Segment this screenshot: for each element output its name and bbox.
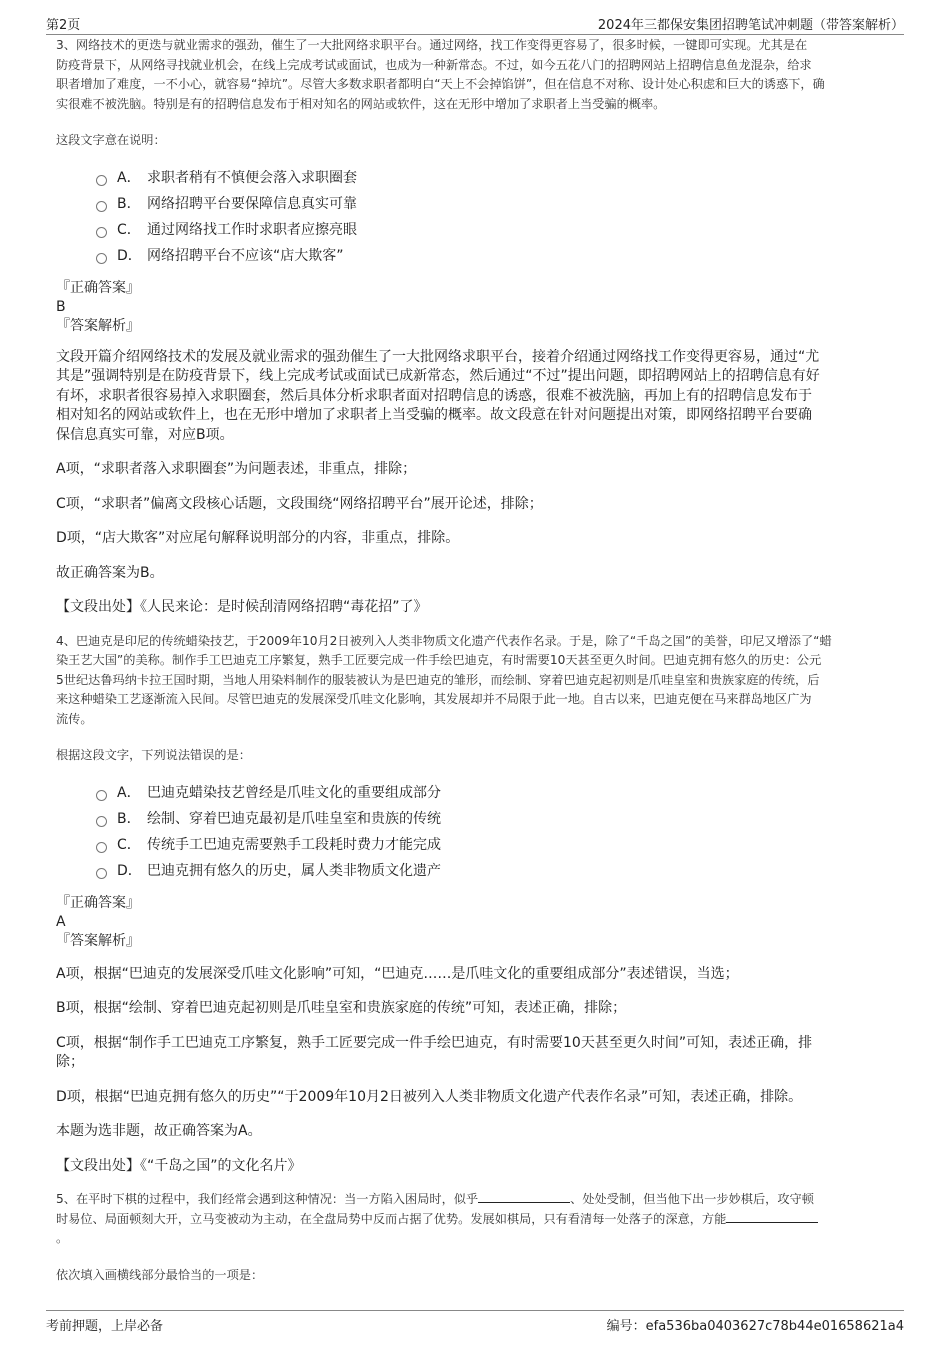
passage-line: 防疫背景下，从网络寻找就业机会，在线上完成考试或面试，也成为一种新常态。不过，如今五花八门的招聘网站上招聘信息鱼龙混杂，给求 — [56, 57, 812, 72]
question-3-options — [96, 165, 896, 269]
passage-line: 3、网络技术的更迭与就业需求的强劲，催生了一大批网络求职平台。通过网络，找工作变得更容易了，很多时候，一键即可实现。尤其是在 — [56, 38, 808, 52]
passage-text: 5、在平时下棋的过程中，我们经常会遇到这种情况：当一方陷入困局时，似乎 — [56, 1192, 479, 1206]
option-text: 网络招聘平台要保障信息真实可靠 — [147, 195, 357, 212]
question-3-analysis — [56, 348, 896, 446]
question-5-passage — [56, 1190, 896, 1249]
option-text: 通过网络找工作时求职者应擦亮眼 — [147, 221, 357, 238]
option-c-analysis: C项，“求职者”偏离文段核心话题，文段围绕“网络招聘平台”展开论述，排除； — [56, 495, 543, 512]
document-id: 编号：efa536ba0403627c78b44e01658621a4 — [606, 1319, 904, 1334]
analysis-line: C项，根据“制作手工巴迪克工序繁复，熟手工匠要完成一件手绘巴迪克，有时需要10天甚至更久时间”可知，表述正确，排 — [56, 1034, 813, 1051]
passage-text: 时易位、局面顿刻大开，立马变被动为主动，在全盘局势中反而占据了优势。发展如棋局，只有看清每一处落子的深意，方能 — [56, 1211, 727, 1226]
conclusion: 本题为选非题，故正确答案为A。 — [56, 1123, 262, 1139]
fill-blank-2[interactable] — [726, 1210, 818, 1223]
analysis-line: 除； — [56, 1054, 84, 1070]
option-text: 巴迪克蜡染技艺曾经是爪哇文化的重要组成部分 — [147, 784, 441, 801]
source-citation: 【文段出处】《人民来论：是时候刮清网络招聘“毒花招”了》 — [56, 599, 428, 615]
option-letter: D． — [117, 862, 142, 879]
question-5-prompt: 依次填入画横线部分最恰当的一项是： — [56, 1267, 264, 1282]
radio-icon[interactable] — [96, 816, 107, 827]
option-a-analysis: A项，根据“巴迪克的发展深受爪哇文化影响”可知，“巴迪克……是爪哇文化的重要组成部分”表述错误，当选； — [56, 965, 739, 982]
analysis-label: 『答案解析』 — [56, 317, 140, 334]
radio-icon[interactable] — [96, 175, 107, 186]
answer-value: A — [56, 913, 66, 930]
passage-line: 4、巴迪克是印尼的传统蜡染技艺，于2009年10月2日被列入人类非物质文化遗产代表作名录。于是，除了“千岛之国”的美誉，印尼又增添了“蜡 — [56, 633, 832, 648]
analysis-label: 『答案解析』 — [56, 932, 140, 949]
option-letter: A． — [117, 169, 141, 186]
option-letter: B． — [117, 195, 141, 212]
option-d-analysis: D项，“店大欺客”对应尾句解释说明部分的内容，非重点，排除。 — [56, 530, 460, 546]
option-c[interactable] — [96, 832, 896, 858]
passage-line: 流传。 — [56, 711, 93, 726]
passage-line — [56, 1190, 896, 1210]
passage-line — [56, 1210, 896, 1230]
option-text: 巴迪克拥有悠久的历史，属人类非物质文化遗产 — [147, 862, 441, 879]
answer-value: B — [56, 298, 66, 315]
passage-line: 实很难不被洗脑。特别是有的招聘信息发布于相对知名的网站或软件，这在无形中增加了求职者上当受骗的概率。 — [56, 96, 666, 111]
radio-icon[interactable] — [96, 227, 107, 238]
option-d-analysis: D项，根据“巴迪克拥有悠久的历史”“于2009年10月2日被列入人类非物质文化遗产代表作名录”可知，表述正确，排除。 — [56, 1088, 803, 1105]
option-letter: A． — [117, 784, 141, 801]
passage-line: 职者增加了难度，一不小心，就容易“掉坑”。尽管大多数求职者都明白“天上不会掉馅饼”，但在信息不对称、设计处心积虑和巨大的诱惑下，确 — [56, 77, 825, 91]
option-text: 绘制、穿着巴迪克最初是爪哇皇室和贵族的传统 — [147, 810, 441, 827]
option-letter: C． — [117, 221, 141, 238]
passage-line: 5世纪达鲁玛纳卡拉王国时期，当地人用染料制作的服装被认为是巴迪克的雏形，而绘制、穿着巴迪克起初则是爪哇皇室和贵族家庭的传统，后 — [56, 672, 820, 687]
analysis-line: 其是”强调特别是在防疫背景下，线上完成考试或面试已成新常态，然后通过“不过”提出问题，即招聘网站上的招聘信息有好 — [56, 368, 820, 384]
analysis-line: 相对知名的网站或软件上，也在无形中增加了求职者上当受骗的概率。故文段意在针对问题提出对策，即网络招聘平台要确 — [56, 407, 812, 423]
question-4-prompt: 根据这段文字，下列说法错误的是： — [56, 748, 251, 762]
analysis-line: 文段开篇介绍网络技术的发展及就业需求的强劲催生了一大批网络求职平台，接着介绍通过网络找工作变得更容易，通过“尤 — [56, 348, 820, 365]
option-a[interactable] — [96, 165, 896, 191]
option-c[interactable] — [96, 217, 896, 243]
radio-icon[interactable] — [96, 201, 107, 212]
option-c-analysis — [56, 1034, 896, 1073]
option-b[interactable] — [96, 806, 896, 832]
document-title: 2024年三都保安集团招聘笔试冲刺题（带答案解析） — [597, 18, 904, 33]
option-letter: B． — [117, 810, 141, 827]
option-text: 传统手工巴迪克需要熟手工段耗时费力才能完成 — [147, 836, 441, 853]
option-a[interactable] — [96, 780, 896, 806]
source-citation: 【文段出处】《“千岛之国”的文化名片》 — [56, 1157, 302, 1174]
page-content — [56, 36, 896, 1285]
option-text: 网络招聘平台不应该“店大欺客” — [147, 247, 344, 264]
option-letter: D． — [117, 247, 142, 264]
option-b[interactable] — [96, 191, 896, 217]
question-3-prompt: 这段文字意在说明： — [56, 133, 166, 147]
radio-icon[interactable] — [96, 790, 107, 801]
page-number: 第2页 — [46, 18, 81, 33]
option-d[interactable] — [96, 858, 896, 884]
answer-label: 『正确答案』 — [56, 894, 140, 911]
footer-slogan: 考前押题，上岸必备 — [46, 1319, 164, 1334]
answer-label: 『正确答案』 — [56, 279, 140, 296]
question-4-passage — [56, 632, 896, 730]
radio-icon[interactable] — [96, 253, 107, 264]
fill-blank-1[interactable] — [478, 1190, 570, 1203]
passage-line: 染王艺大国”的美称。制作手工巴迪克工序繁复，熟手工匠要完成一件手绘巴迪克，有时需要10天甚至更久时间。巴迪克拥有悠久的历史：公元 — [56, 653, 822, 667]
page-footer — [46, 1310, 904, 1335]
question-3-passage — [56, 36, 896, 114]
radio-icon[interactable] — [96, 842, 107, 853]
passage-line: 来这种蜡染工艺逐渐流入民间。尽管巴迪克的发展深受爪哇文化影响，其发展却并不局限于此一地。自古以来，巴迪克便在马来群岛地区广为 — [56, 692, 812, 706]
question-4-options — [96, 780, 896, 884]
option-letter: C． — [117, 836, 141, 853]
analysis-line: 保信息真实可靠，对应B项。 — [56, 426, 234, 443]
passage-text: 、处处受制，但当他下出一步妙棋后，攻守顿 — [570, 1192, 814, 1206]
analysis-line: 有坏，求职者很容易掉入求职圈套，然后具体分析求职者面对招聘信息的诱惑，很难不被洗脑，再加上有的招聘信息发布于 — [56, 387, 812, 404]
option-d[interactable] — [96, 243, 896, 269]
option-b-analysis: B项，根据“绘制、穿着巴迪克起初则是爪哇皇室和贵族家庭的传统”可知，表述正确，排除； — [56, 1000, 627, 1016]
passage-line: 。 — [56, 1231, 69, 1245]
page-header — [46, 12, 904, 35]
radio-icon[interactable] — [96, 868, 107, 879]
option-text: 求职者稍有不慎便会落入求职圈套 — [147, 169, 357, 186]
option-a-analysis: A项，“求职者落入求职圈套”为问题表述，非重点，排除； — [56, 461, 417, 477]
conclusion: 故正确答案为B。 — [56, 564, 164, 581]
